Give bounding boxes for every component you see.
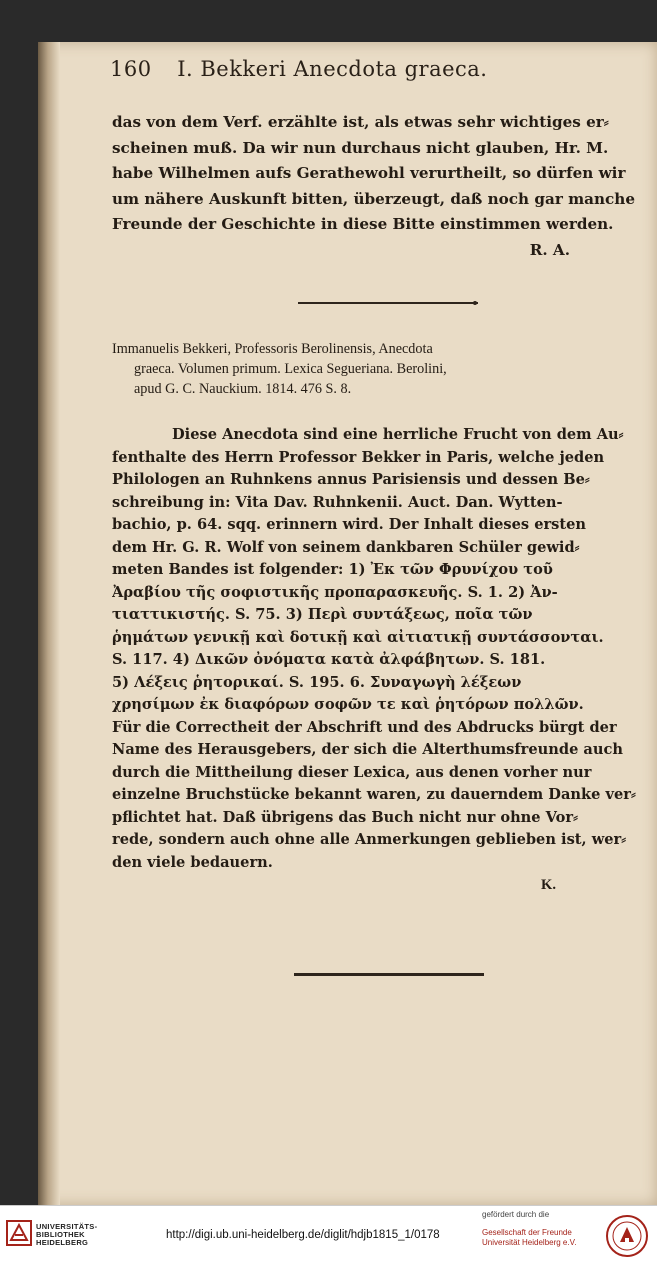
text-line: bachio, p. 64. sqq. erinnern wird. Der Inhalt dieses ersten — [112, 516, 587, 533]
text-line: einzelne Bruchstücke bekannt waren, zu dauerndem Danke ver⸗ — [112, 786, 636, 803]
page-number: 160 — [110, 57, 152, 81]
library-name-line: UNIVERSITÄTS- — [36, 1222, 98, 1231]
text-line: habe Wilhelmen aufs Gerathewohl verurtheilt, so dürfen wir — [112, 164, 626, 183]
bib-line: apud G. C. Nauckium. 1814. 476 S. 8. — [134, 381, 352, 397]
library-name-line: BIBLIOTHEK — [36, 1230, 85, 1240]
text-line: χρησίμων ἐκ διαφόρων σοφῶν τε καὶ ῥητόρων πολλῶν. — [112, 696, 584, 713]
text-line: um nähere Auskunft bitten, überzeugt, daß noch gar manche — [112, 189, 636, 208]
review-body-paragraph — [112, 424, 652, 897]
text-line: Philologen an Ruhnkens annus Parisiensis und dessen Be⸗ — [112, 471, 590, 488]
text-line: Name des Herausgebers, der sich die Alterthumsfreunde auch — [112, 741, 623, 758]
text-line: 5) Λέξεις ῥητορικαί. S. 195. 6. Συναγωγὴ λέξεων — [112, 673, 522, 691]
university-library-logo-icon[interactable] — [6, 1220, 32, 1246]
text-line: dem Hr. G. R. Wolf von seinem dankbaren Schüler gewid⸗ — [112, 538, 580, 556]
viewer-footer — [0, 1205, 657, 1264]
text-line: S. 117. 4) Δικῶν ὀνόματα κατὰ ἀλφάβητων. S. 181. — [112, 651, 546, 668]
text-line: das von dem Verf. erzählte ist, als etwas sehr wichtiges er⸗ — [112, 113, 609, 131]
reviewer-signature: R. A. — [529, 240, 570, 259]
divider-dot — [473, 301, 477, 305]
society-name-line: Universität Heidelberg e.V. — [482, 1238, 577, 1247]
section-divider — [298, 302, 478, 304]
text-line: τιαττικιστής. S. 75. 3) Περὶ συντάξεως, ποῖα τῶν — [112, 606, 533, 623]
text-line: scheinen muß. Da wir nun durchaus nicht glauben, Hr. M. — [112, 138, 609, 157]
university-seal-icon — [605, 1214, 649, 1258]
text-line: ῥημάτων γενικῇ καὶ δοτικῇ καὶ αἰτιατικῇ συντάσσονται. — [112, 628, 604, 646]
text-line: den viele bedauern. — [112, 853, 273, 871]
page-gutter — [38, 42, 60, 1205]
funded-by-label: gefördert durch die — [482, 1210, 550, 1219]
text-line: schreibung in: Vita Dav. Ruhnkenii. Auct. Dan. Wytten- — [112, 493, 563, 511]
text-line: durch die Mittheilung dieser Lexica, aus denen vorher nur — [112, 763, 592, 781]
text-line: rede, sondern auch ohne alle Anmerkungen geblieben ist, wer⸗ — [112, 831, 627, 848]
society-name-line: Gesellschaft der Freunde — [482, 1228, 572, 1237]
text-line: Ἀραβίου τῆς σοφιστικῆς προπαρασκευῆς. S. 1. 2) Ἀν- — [112, 583, 558, 601]
text-line: Für die Correctheit der Abschrift und des Abdrucks bürgt der — [112, 718, 617, 736]
text-line: fenthalte des Herrn Professor Bekker in Paris, welche jeden — [112, 448, 605, 466]
society-name[interactable] — [482, 1228, 576, 1248]
text-line: pflichtet hat. Daß übrigens das Buch nicht nur ohne Vor⸗ — [112, 808, 578, 826]
text-line: Diese Anecdota sind eine herrliche Frucht von dem Au⸗ — [172, 426, 624, 443]
permalink-url[interactable]: http://digi.ub.uni-heidelberg.de/diglit/hdjb1815_1/0178 — [166, 1229, 440, 1241]
bibliographic-entry — [112, 339, 652, 399]
text-line: meten Bandes ist folgender: 1) Ἐκ τῶν Φρυνίχου τοῦ — [112, 561, 553, 578]
library-name — [36, 1223, 97, 1248]
running-title: I. Bekkeri Anecdota graeca. — [177, 57, 488, 81]
review-ending-paragraph — [112, 110, 650, 264]
bib-line: Immanuelis Bekkeri, Professoris Berolinensis, Anecdota — [112, 341, 433, 357]
bib-line: graeca. Volumen primum. Lexica Segueriana. Berolini, — [134, 361, 447, 377]
running-head — [110, 57, 630, 81]
text-line: Freunde der Geschichte in diese Bitte einstimmen werden. — [112, 215, 614, 234]
reviewer-signature: K. — [541, 877, 556, 893]
end-divider — [294, 973, 484, 976]
library-name-line: HEIDELBERG — [36, 1238, 89, 1248]
